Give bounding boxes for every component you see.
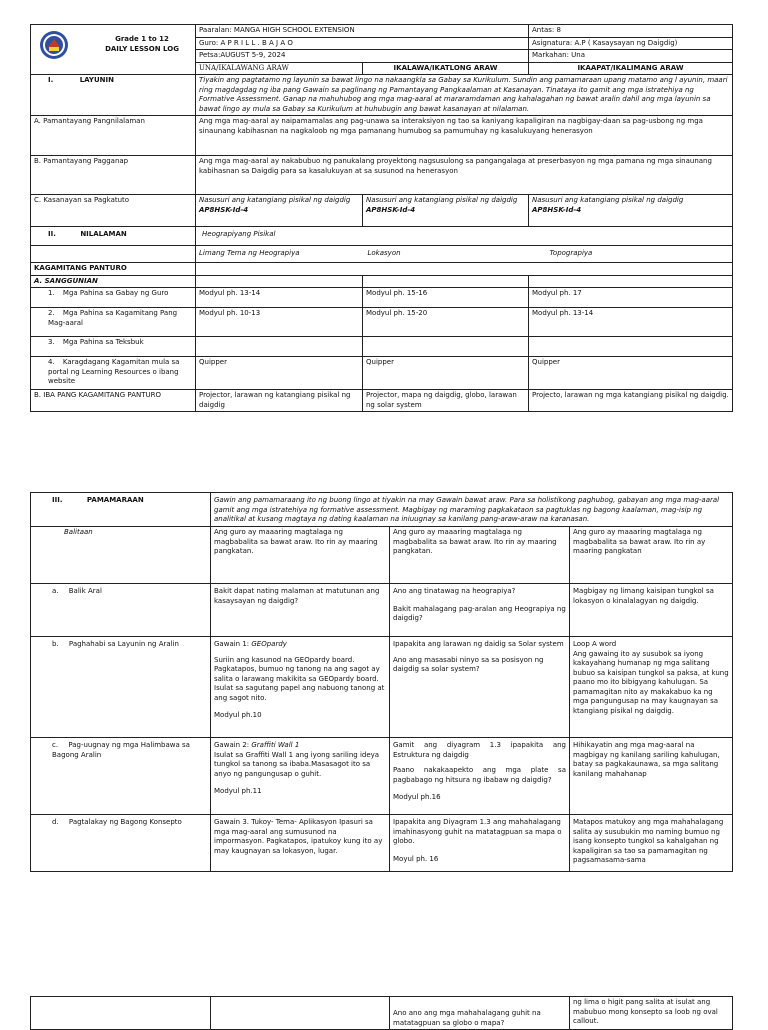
sanggunian-heading: A. SANGGUNIAN <box>31 275 196 288</box>
petsa-field: Petsa:AUGUST 5-9, 2024 <box>196 50 529 63</box>
step-num: c. <box>52 741 59 749</box>
iba-cell: Projector, larawan ng katangiang pisikal ng daigdig <box>196 390 363 412</box>
deped-seal-icon <box>39 30 69 60</box>
pag-uugnay-text2: Paano nakakaapekto ang mga plate sa pagbabago ng hitsura ng ibabaw ng daigdig? <box>393 766 566 784</box>
paghahabi-text2: Ano ang masasabi ninyo sa sa posisyon ng daigdig sa solar system? <box>393 655 544 673</box>
sanggunian-blank <box>196 275 363 288</box>
balik-aral-cell <box>390 584 570 637</box>
loop-a-word-title: Loop A word <box>573 640 617 648</box>
skill-code: AP8HSK-Id-4 <box>532 205 582 214</box>
balitaan-cell: Ang guro ay maaaring magtalaga ng magbabalita sa bawat araw. Ito rin ay maaring pangkatan. <box>211 527 390 584</box>
ref-num: 3. <box>48 338 55 346</box>
continuation-cell: Ano ano ang mga mahahalagang guhit na matatagpuan sa globo o mapa? <box>390 997 570 1030</box>
day1-header: UNA/IKALAWANG ARAW <box>196 62 363 75</box>
gawain2-ref: Modyul ph.11 <box>214 787 262 795</box>
ref-cell <box>363 337 529 357</box>
gawain2-body: Isulat sa Graffiti Wall 1 ang iyong sariling ideya tungkol sa tanong sa ibaba.Masasagot ito sa anyo ng pangungusap o guhit. <box>214 750 380 778</box>
balitaan-cell: Ang guro ay maaaring magtalaga ng magbabalita sa bawat araw. Ito rin ay maaring pangkatan. <box>390 527 570 584</box>
balik-aral-q2: Bakit mahalagang pag-aralan ang Heograpiya ng daigdig? <box>393 604 566 622</box>
sanggunian-blank <box>529 275 733 288</box>
row-c-label: C. Kasanayan sa Pagkatuto <box>31 195 196 227</box>
step-label: Paghahabi sa Layunin ng Aralin <box>68 640 179 648</box>
balik-aral-q1: Ano ang tinatawag na heograpiya? <box>393 587 516 595</box>
grade-label: Grade 1 to 12 <box>115 35 169 43</box>
antas-field: Antas: 8 <box>529 25 733 38</box>
pagtalakay-ref: Moyul ph. 16 <box>393 854 439 863</box>
skill-code: AP8HSK-Id-4 <box>366 205 416 214</box>
step-label: Pagtalakay ng Bagong Konsepto <box>68 818 182 826</box>
nilalaman-item: Lokasyon <box>367 249 401 257</box>
paaralan-field: Paaralan: MANGA HIGH SCHOOL EXTENSION <box>196 25 529 38</box>
loop-a-word-body: Ang gawaing ito ay susubok sa iyong kakayahang humanap ng mga salitang bubuo sa kaisipan tungkol sa paksa, at kung paano mo ito bibigyang kahulugan. Sa pamamagitan nito ay makakabuo ka ng mga pangungusap na may kaugnayan sa ktangiang pisikal ng daigdig. <box>573 649 729 715</box>
continuation-blank <box>211 997 390 1030</box>
ref-cell: Quipper <box>529 357 733 390</box>
nilalaman-topic: Heograpiyang Pisikal <box>196 227 733 246</box>
pag-uugnay-ref: Modyul ph.16 <box>393 793 441 801</box>
continuation-cell: ng lima o higit pang salita at isulat ang mabubuo mong konsepto sa loob ng oval callout. <box>570 997 733 1030</box>
ref-cell: Modyul ph. 15-20 <box>363 308 529 337</box>
skill-text: Nasusuri ang katangiang pisikal ng daigdig <box>532 196 684 204</box>
pamamaraan-table <box>30 492 733 872</box>
pamamaraan-num: III. <box>52 496 63 504</box>
ref-label: Mga Pahina sa Kagamitang Pang Mag-aaral <box>48 309 178 327</box>
row-b-label: B. Pamantayang Pagganap <box>31 156 196 195</box>
paghahabi-text1: Ipapakita ang larawan ng daidig sa Solar system <box>393 640 564 648</box>
pag-uugnay-text1: Gamit ang diyagram 1.3 ipapakita ang Estruktura ng daigdig <box>393 741 566 759</box>
layunin-heading <box>31 75 196 116</box>
pagtalakay-cell: Matapos matukoy ang mga mahahalagang salita ay susubukin mo naming bumuo ng isang konsepto tungkol sa kahalgahan ng kapaligiran sa tao sa pamamagitan ng pagsamasama-sama <box>570 815 733 872</box>
layunin-description: Tiyakin ang pagtatamo ng layunin sa bawat lingo na nakaangkla sa Gabay sa Kurikulum. Sundin ang pamamaraan upang matamo ang l ayunin, maari ring magdagdag ng iba pang Gawain sa paglinang ng Pamantayang Pangkaalaman at Kasanayan. Tinataya ito gamit ang mga istratehiya ng Formative Assessment. Ganap na mahuhubog ang mga mag-aaral at mararamdaman ang kahalagahan ng bawat aralin dahil ang mga layunin sa bawat lingo ay mula sa Gabay sa Kurikulum at huhubugin ang bawat kasanayan at nilalaman. <box>196 75 733 116</box>
paghahabi-cell <box>211 637 390 738</box>
balik-aral-cell: Magbigay ng limang kaisipan tungkol sa lokasyon o kinalalagyan ng daigdig. <box>570 584 733 637</box>
iba-cell: Projector, mapa ng daigdig, globo, larawan ng solar system <box>363 390 529 412</box>
balik-aral-cell: Bakit dapat nating malaman at matutunan ang kasaysayan ng daigdig? <box>211 584 390 637</box>
ref-row-label <box>31 308 196 337</box>
pagtalakay-label <box>31 815 211 872</box>
paghahabi-label <box>31 637 211 738</box>
ref-cell: Quipper <box>196 357 363 390</box>
day2-header: IKALAWA/IKATLONG ARAW <box>363 62 529 75</box>
step-num: b. <box>52 640 59 648</box>
balik-aral-label <box>31 584 211 637</box>
step-num: a. <box>52 587 59 595</box>
row-c-cell <box>529 195 733 227</box>
paghahabi-cell <box>570 637 733 738</box>
iba-label: B. IBA PANG KAGAMITANG PANTURO <box>31 390 196 412</box>
row-a-text: Ang mga mag-aaral ay naipamamalas ang pag-unawa sa interaksiyon ng tao sa kaniyang kapaligiran na nagbigay-daan sa pag-usbong ng mga sinaunang kabihasnan na nagkaloob ng mga pamanang humubog sa pamumuhay ng kasalukuyang henerasyon <box>196 116 733 156</box>
pag-uugnay-cell: Hihikayatin ang mga mag-aaral na magbigay ng kanilang sariling kahulugan, batay sa pagkakaunawa, sa mga salitang kanilang mahahanap <box>570 738 733 815</box>
continuation-table <box>30 996 733 1030</box>
nilalaman-items <box>196 246 733 263</box>
kagamitan-heading: KAGAMITANG PANTURO <box>31 263 196 276</box>
pagtalakay-text: Ipapakita ang Diyagram 1.3 ang mahahalagang imahinasyong guhit na matatagpuan sa mapa o globo. <box>393 818 562 845</box>
ref-cell: Modyul ph. 13-14 <box>196 288 363 308</box>
sanggunian-blank <box>363 275 529 288</box>
ref-cell: Modyul ph. 10-13 <box>196 308 363 337</box>
kagamitan-blank <box>196 263 733 276</box>
nilalaman-heading <box>31 227 196 246</box>
gawain1-prefix: Gawain 1: <box>214 640 252 648</box>
layunin-num: I. <box>48 76 54 84</box>
pamamaraan-description: Gawin ang pamamaraang ito ng buong lingo at tiyakin na may Gawain bawat araw. Para sa holistikong paghubog, gabayan ang mga mag-aaral gamit ang mga istratehiya ng formative assessment. Magbigay ng maraming pagkakataon sa pagtuklas ng bagong kaalaman, mag-isip ng analitikal at kusang magtaya ng dating kaalaman na iniuugnay sa kanilang pang-araw-araw na karanasan. <box>211 493 733 527</box>
nilalaman-item: Topograpiya <box>549 249 593 257</box>
ref-num: 1. <box>48 289 55 297</box>
ref-cell: Quipper <box>363 357 529 390</box>
header-logo-cell <box>31 25 196 75</box>
ref-cell <box>196 337 363 357</box>
gawain1-ref: Modyul ph.10 <box>214 711 262 719</box>
ref-num: 4. <box>48 358 55 366</box>
row-c-cell <box>363 195 529 227</box>
step-num: d. <box>52 818 59 826</box>
continuation-blank <box>31 997 211 1030</box>
row-a-label: A. Pamantayang Pangnilalaman <box>31 116 196 156</box>
guro-field: Guro: A P R I L L . B A J A O <box>196 37 529 50</box>
ref-cell: Modyul ph. 13-14 <box>529 308 733 337</box>
ref-label: Mga Pahina sa Gabay ng Guro <box>62 289 169 297</box>
pamamaraan-heading <box>31 493 211 527</box>
balitaan-cell: Ang guro ay maaaring magtalaga ng magbabalita sa bawat araw. Ito rin ay maaring pangkatan <box>570 527 733 584</box>
nilalaman-title: NILALAMAN <box>80 230 127 238</box>
markahan-field: Markahan: Una <box>529 50 733 63</box>
ref-label: Mga Pahina sa Teksbuk <box>62 338 144 346</box>
ref-row-label <box>31 288 196 308</box>
nilalaman-blank <box>31 246 196 263</box>
ref-cell <box>529 337 733 357</box>
asignatura-field: Asignatura: A.P ( Kasaysayan ng Daigdig) <box>529 37 733 50</box>
pag-uugnay-cell <box>211 738 390 815</box>
pag-uugnay-cell <box>390 738 570 815</box>
row-b-text: Ang mga mag-aaral ay nakabubuo ng panukalang proyektong nagsusulong sa pangangalaga at preserbasyon ng mga pamana ng mga sinaunang kabihasnan sa Daigdig para sa kasalukuyan at sa susunod na henerasyon <box>196 156 733 195</box>
ref-cell: Modyul ph. 15-16 <box>363 288 529 308</box>
ref-row-label <box>31 337 196 357</box>
gawain1-name: GEOpardy <box>251 640 287 648</box>
gawain1-title <box>214 640 386 650</box>
header-table <box>30 24 733 412</box>
gawain2-title <box>214 741 386 751</box>
pagtalakay-cell <box>390 815 570 872</box>
gawain2-prefix: Gawain 2: <box>214 741 252 749</box>
ref-cell: Modyul ph. 17 <box>529 288 733 308</box>
ref-label: Karagdagang Kagamitan mula sa portal ng Learning Resources o ibang website <box>48 358 180 385</box>
gawain2-name: Graffiti Wall 1 <box>251 741 300 749</box>
skill-code: AP8HSK-Id-4 <box>199 205 249 214</box>
ref-num: 2. <box>48 309 55 317</box>
gawain1-body: Suriin ang kasunod na GEOpardy board. Pagkatapos, bumuo ng tanong na ang sagot ay salita o larawang makikita sa GEOpardy board. Isulat sa sagutang papel ang nabuong tanong at ang sagot nito. <box>214 655 385 702</box>
day3-header: IKAAPAT/IKALIMANG ARAW <box>529 62 733 75</box>
step-label: Pag-uugnay ng mga Halimbawa sa Bagong Aralin <box>52 741 190 759</box>
pamamaraan-title: PAMAMARAAN <box>86 496 144 504</box>
skill-text: Nasusuri ang katangiang pisikal ng daigdig <box>366 196 518 204</box>
nilalaman-item: Limang Tema ng Heograpiya <box>199 249 300 257</box>
iba-cell: Projecto, larawan ng mga katangiang pisikal ng daigdig. <box>529 390 733 412</box>
pagtalakay-cell: Gawain 3. Tukoy- Tema- Aplikasyon Ipasuri sa mga mag-aaral ang sumusunod na impormasyon. Pagkatapos, ipatukoy kung ito ay may kaugnayan sa lokasyon, lugar. <box>211 815 390 872</box>
skill-text: Nasusuri ang katangiang pisikal ng daigdig <box>199 196 351 204</box>
nilalaman-num: II. <box>48 230 56 238</box>
log-title: DAILY LESSON LOG <box>105 45 179 53</box>
pag-uugnay-label <box>31 738 211 815</box>
paghahabi-cell <box>390 637 570 738</box>
layunin-title: LAYUNIN <box>79 76 114 84</box>
row-c-cell <box>196 195 363 227</box>
balitaan-label: Balitaan <box>31 527 211 584</box>
ref-row-label <box>31 357 196 390</box>
step-label: Balik Aral <box>68 587 102 595</box>
